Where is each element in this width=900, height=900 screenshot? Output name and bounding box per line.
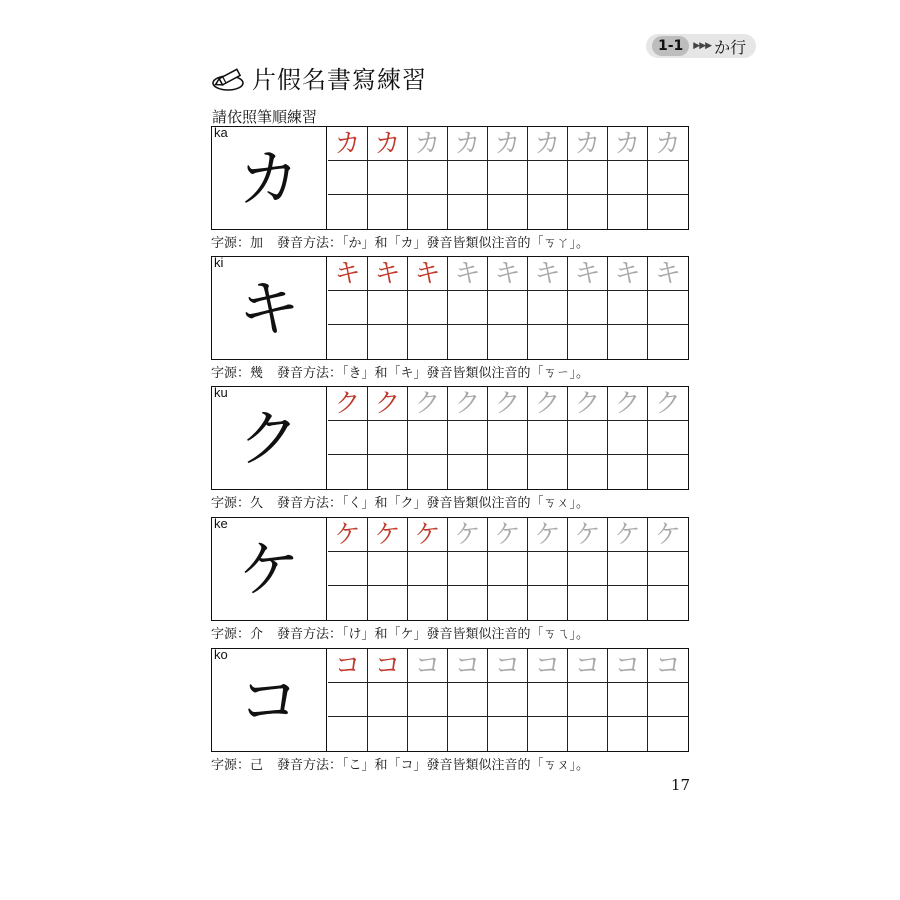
- stroke-order-cell[interactable]: カ: [328, 127, 368, 161]
- blank-practice-cell[interactable]: [448, 552, 488, 586]
- trace-cell[interactable]: コ: [568, 649, 608, 683]
- blank-practice-cell[interactable]: [528, 552, 568, 586]
- trace-cell[interactable]: カ: [528, 127, 568, 161]
- blank-practice-cell[interactable]: [368, 325, 408, 359]
- source-label: 字源：: [211, 496, 251, 511]
- blank-practice-cell[interactable]: [328, 291, 368, 325]
- blank-practice-cell[interactable]: [648, 683, 688, 717]
- trace-cell[interactable]: ケ: [448, 518, 488, 552]
- source-character: 幾: [250, 366, 264, 381]
- blank-practice-cell[interactable]: [488, 586, 528, 620]
- practice-grid: [211, 256, 689, 360]
- trace-cell[interactable]: コ: [528, 649, 568, 683]
- model-kana: ケ: [237, 533, 300, 606]
- blank-practice-cell[interactable]: [528, 455, 568, 489]
- writing-cells: [328, 257, 688, 359]
- blank-practice-cell[interactable]: [488, 291, 528, 325]
- blank-practice-cell[interactable]: [408, 552, 448, 586]
- pronunciation-note: [211, 362, 589, 381]
- blank-practice-cell[interactable]: [648, 195, 688, 229]
- stroke-order-cell[interactable]: ク: [328, 387, 368, 421]
- blank-practice-cell[interactable]: [648, 291, 688, 325]
- trace-cell[interactable]: ケ: [528, 518, 568, 552]
- blank-practice-cell[interactable]: [488, 455, 528, 489]
- pronunciation-description: 「か」和「カ」發音皆類似注音的「ㄎㄚ」。: [342, 236, 590, 251]
- practice-block-ke: [211, 516, 689, 642]
- blank-practice-cell[interactable]: [448, 455, 488, 489]
- model-kana: コ: [237, 664, 300, 737]
- method-label: 發音方法：: [277, 366, 343, 381]
- romaji-label: ka: [214, 125, 228, 140]
- blank-practice-cell[interactable]: [648, 161, 688, 195]
- stroke-order-cell[interactable]: ケ: [408, 518, 448, 552]
- practice-block-ku: [211, 385, 689, 511]
- blank-practice-cell[interactable]: [328, 683, 368, 717]
- blank-practice-cell[interactable]: [448, 325, 488, 359]
- blank-practice-cell[interactable]: [488, 717, 528, 751]
- blank-practice-cell[interactable]: [368, 455, 408, 489]
- blank-practice-cell[interactable]: [408, 683, 448, 717]
- blank-practice-cell[interactable]: [408, 586, 448, 620]
- blank-practice-cell[interactable]: [448, 291, 488, 325]
- source-character: 介: [250, 627, 264, 642]
- source-label: 字源：: [211, 366, 251, 381]
- practice-grid: [211, 517, 689, 621]
- blank-practice-cell[interactable]: [608, 717, 648, 751]
- instruction-text: 請依照筆順練習: [212, 108, 318, 126]
- trace-cell[interactable]: キ: [568, 257, 608, 291]
- method-label: 發音方法：: [277, 758, 343, 773]
- blank-practice-cell[interactable]: [368, 552, 408, 586]
- blank-practice-cell[interactable]: [568, 455, 608, 489]
- blank-practice-cell[interactable]: [328, 195, 368, 229]
- stroke-order-cell[interactable]: コ: [328, 649, 368, 683]
- stroke-order-cell[interactable]: コ: [368, 649, 408, 683]
- stroke-order-cell[interactable]: ケ: [328, 518, 368, 552]
- trace-cell[interactable]: ク: [488, 387, 528, 421]
- blank-practice-cell[interactable]: [568, 421, 608, 455]
- writing-cells: [328, 649, 688, 751]
- blank-practice-cell[interactable]: [368, 717, 408, 751]
- blank-practice-cell[interactable]: [648, 325, 688, 359]
- blank-practice-cell[interactable]: [608, 421, 648, 455]
- stroke-order-cell[interactable]: ケ: [368, 518, 408, 552]
- trace-cell[interactable]: ケ: [648, 518, 688, 552]
- trace-cell[interactable]: カ: [408, 127, 448, 161]
- pronunciation-note: [211, 492, 589, 511]
- trace-cell[interactable]: ケ: [568, 518, 608, 552]
- trace-cell[interactable]: ク: [608, 387, 648, 421]
- lesson-badge: [646, 34, 756, 58]
- blank-practice-cell[interactable]: [568, 325, 608, 359]
- model-kana: ク: [237, 402, 300, 475]
- practice-block-ko: [211, 647, 689, 773]
- blank-practice-cell[interactable]: [568, 683, 608, 717]
- model-character-cell: [212, 387, 327, 489]
- method-label: 發音方法：: [277, 236, 343, 251]
- trace-cell[interactable]: キ: [448, 257, 488, 291]
- writing-cells: [328, 127, 688, 229]
- blank-practice-cell[interactable]: [408, 421, 448, 455]
- arrow-icon: ▶▶▶: [693, 41, 712, 51]
- blank-practice-cell[interactable]: [328, 325, 368, 359]
- blank-practice-cell[interactable]: [368, 421, 408, 455]
- blank-practice-cell[interactable]: [408, 455, 448, 489]
- blank-practice-cell[interactable]: [328, 161, 368, 195]
- blank-practice-cell[interactable]: [488, 421, 528, 455]
- blank-practice-cell[interactable]: [368, 683, 408, 717]
- stroke-order-cell[interactable]: ク: [368, 387, 408, 421]
- blank-practice-cell[interactable]: [648, 552, 688, 586]
- practice-block-ka: [211, 125, 689, 251]
- trace-cell[interactable]: コ: [648, 649, 688, 683]
- trace-cell[interactable]: ク: [448, 387, 488, 421]
- model-character-cell: [212, 127, 327, 229]
- trace-cell[interactable]: コ: [488, 649, 528, 683]
- blank-practice-cell[interactable]: [568, 717, 608, 751]
- stroke-order-cell[interactable]: キ: [408, 257, 448, 291]
- lesson-title: か行: [714, 37, 747, 57]
- blank-practice-cell[interactable]: [488, 325, 528, 359]
- model-character-cell: [212, 649, 327, 751]
- blank-practice-cell[interactable]: [568, 586, 608, 620]
- practice-grid: [211, 386, 689, 490]
- blank-practice-cell[interactable]: [608, 683, 648, 717]
- blank-practice-cell[interactable]: [328, 455, 368, 489]
- blank-practice-cell[interactable]: [328, 586, 368, 620]
- trace-cell[interactable]: コ: [448, 649, 488, 683]
- method-label: 發音方法：: [277, 496, 343, 511]
- writing-cells: [328, 518, 688, 620]
- method-label: 發音方法：: [277, 627, 343, 642]
- blank-practice-cell[interactable]: [408, 325, 448, 359]
- trace-cell[interactable]: ク: [528, 387, 568, 421]
- blank-practice-cell[interactable]: [648, 455, 688, 489]
- lesson-number: 1-1: [652, 36, 689, 56]
- blank-practice-cell[interactable]: [328, 421, 368, 455]
- blank-practice-cell[interactable]: [368, 586, 408, 620]
- trace-cell[interactable]: ケ: [488, 518, 528, 552]
- practice-block-ki: [211, 255, 689, 381]
- page-header: [212, 60, 427, 95]
- stroke-order-cell[interactable]: キ: [368, 257, 408, 291]
- blank-practice-cell[interactable]: [528, 325, 568, 359]
- blank-practice-cell[interactable]: [648, 717, 688, 751]
- blank-practice-cell[interactable]: [608, 455, 648, 489]
- romaji-label: ki: [214, 255, 224, 270]
- blank-practice-cell[interactable]: [448, 683, 488, 717]
- blank-practice-cell[interactable]: [448, 586, 488, 620]
- blank-practice-cell[interactable]: [648, 421, 688, 455]
- pronunciation-description: 「く」和「ク」發音皆類似注音的「ㄎㄨ」。: [342, 496, 590, 511]
- practice-grid: [211, 648, 689, 752]
- model-kana: キ: [237, 272, 300, 345]
- page-number: 17: [671, 776, 691, 794]
- blank-practice-cell[interactable]: [368, 291, 408, 325]
- blank-practice-cell[interactable]: [448, 717, 488, 751]
- blank-practice-cell[interactable]: [328, 552, 368, 586]
- blank-practice-cell[interactable]: [568, 195, 608, 229]
- blank-practice-cell[interactable]: [528, 683, 568, 717]
- trace-cell[interactable]: コ: [608, 649, 648, 683]
- pronunciation-note: [211, 754, 589, 773]
- pronunciation-note: [211, 232, 589, 251]
- pronunciation-note: [211, 623, 589, 642]
- writing-cells: [328, 387, 688, 489]
- blank-practice-cell[interactable]: [408, 195, 448, 229]
- blank-practice-cell[interactable]: [528, 195, 568, 229]
- trace-cell[interactable]: コ: [408, 649, 448, 683]
- stroke-order-cell[interactable]: カ: [368, 127, 408, 161]
- blank-practice-cell[interactable]: [528, 586, 568, 620]
- trace-cell[interactable]: ケ: [608, 518, 648, 552]
- trace-cell[interactable]: カ: [448, 127, 488, 161]
- source-label: 字源：: [211, 758, 251, 773]
- source-label: 字源：: [211, 236, 251, 251]
- practice-grid: [211, 126, 689, 230]
- trace-cell[interactable]: カ: [568, 127, 608, 161]
- blank-practice-cell[interactable]: [608, 552, 648, 586]
- blank-practice-cell[interactable]: [448, 421, 488, 455]
- blank-practice-cell[interactable]: [328, 717, 368, 751]
- blank-practice-cell[interactable]: [528, 161, 568, 195]
- trace-cell[interactable]: キ: [528, 257, 568, 291]
- romaji-label: ku: [214, 385, 228, 400]
- romaji-label: ke: [214, 516, 228, 531]
- pronunciation-description: 「き」和「キ」發音皆類似注音的「ㄎㄧ」。: [342, 366, 590, 381]
- blank-practice-cell[interactable]: [408, 717, 448, 751]
- blank-practice-cell[interactable]: [448, 195, 488, 229]
- source-character: 己: [250, 758, 264, 773]
- blank-practice-cell[interactable]: [608, 195, 648, 229]
- stroke-order-cell[interactable]: キ: [328, 257, 368, 291]
- blank-practice-cell[interactable]: [568, 161, 608, 195]
- blank-practice-cell[interactable]: [488, 552, 528, 586]
- trace-cell[interactable]: キ: [608, 257, 648, 291]
- blank-practice-cell[interactable]: [528, 291, 568, 325]
- model-character-cell: [212, 518, 327, 620]
- trace-cell[interactable]: キ: [488, 257, 528, 291]
- model-kana: カ: [237, 142, 300, 215]
- blank-practice-cell[interactable]: [488, 195, 528, 229]
- blank-practice-cell[interactable]: [528, 421, 568, 455]
- blank-practice-cell[interactable]: [408, 161, 448, 195]
- trace-cell[interactable]: カ: [608, 127, 648, 161]
- source-character: 加: [250, 236, 264, 251]
- pronunciation-description: 「こ」和「コ」發音皆類似注音的「ㄎㄡ」。: [342, 758, 590, 773]
- romaji-label: ko: [214, 647, 228, 662]
- trace-cell[interactable]: ク: [408, 387, 448, 421]
- blank-practice-cell[interactable]: [488, 683, 528, 717]
- blank-practice-cell[interactable]: [368, 161, 408, 195]
- blank-practice-cell[interactable]: [368, 195, 408, 229]
- trace-cell[interactable]: ク: [568, 387, 608, 421]
- trace-cell[interactable]: カ: [488, 127, 528, 161]
- trace-cell[interactable]: キ: [648, 257, 688, 291]
- blank-practice-cell[interactable]: [448, 161, 488, 195]
- trace-cell[interactable]: ク: [648, 387, 688, 421]
- trace-cell[interactable]: カ: [648, 127, 688, 161]
- blank-practice-cell[interactable]: [568, 552, 608, 586]
- page-title: 片假名書寫練習: [252, 66, 427, 94]
- blank-practice-cell[interactable]: [488, 161, 528, 195]
- blank-practice-cell[interactable]: [528, 717, 568, 751]
- source-label: 字源：: [211, 627, 251, 642]
- pencil-icon: [212, 64, 246, 92]
- blank-practice-cell[interactable]: [608, 161, 648, 195]
- blank-practice-cell[interactable]: [608, 586, 648, 620]
- pronunciation-description: 「け」和「ケ」發音皆類似注音的「ㄎㄟ」。: [342, 627, 590, 642]
- blank-practice-cell[interactable]: [608, 325, 648, 359]
- source-character: 久: [250, 496, 264, 511]
- blank-practice-cell[interactable]: [608, 291, 648, 325]
- blank-practice-cell[interactable]: [408, 291, 448, 325]
- model-character-cell: [212, 257, 327, 359]
- blank-practice-cell[interactable]: [648, 586, 688, 620]
- blank-practice-cell[interactable]: [568, 291, 608, 325]
